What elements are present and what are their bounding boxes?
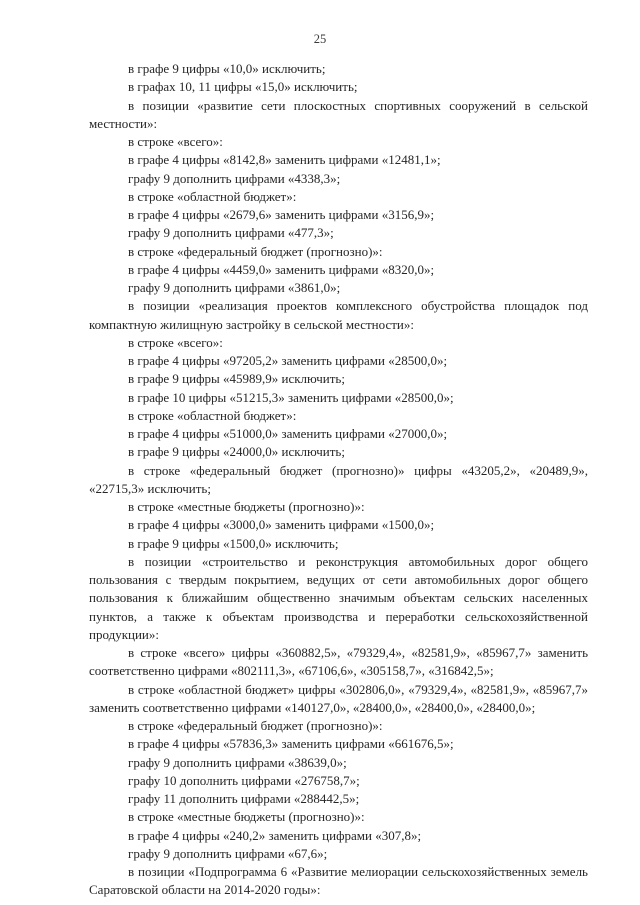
paragraph: в графе 4 цифры «2679,6» заменить цифрами «3156,9»; (128, 207, 435, 222)
paragraph: в графе 4 цифры «3000,0» заменить цифрами «1500,0»; (128, 517, 435, 533)
paragraph: в строке «всего»: (128, 134, 223, 149)
paragraph: в графе 4 цифры «57836,3» заменить цифрами «661676,5»; (128, 736, 454, 752)
paragraph: графу 9 дополнить цифрами «3861,0»; (128, 280, 341, 295)
paragraph: в позиции «Подпрограмма 6 «Развитие мелиорации сельскохозяйственных земель Саратовской области на 2014-2020 годы»: (89, 864, 588, 898)
paragraph: в графе 4 цифры «8142,8» заменить цифрами «12481,1»; (128, 152, 441, 168)
paragraph: графу 9 дополнить цифрами «4338,3»; (128, 170, 341, 186)
paragraph: графу 9 дополнить цифрами «477,3»; (128, 225, 334, 241)
paragraph: в строке «областной бюджет»: (128, 407, 297, 423)
paragraph: графу 9 дополнить цифрами «67,6»; (128, 845, 328, 861)
paragraph: в строке «федеральный бюджет (прогнозно)»: (128, 243, 383, 259)
paragraph: в графе 9 цифры «1500,0» исключить; (128, 535, 339, 551)
paragraph: в графе 4 цифры «51000,0» заменить цифрами «27000,0»; (128, 426, 448, 441)
paragraph: в строке «всего»: (128, 334, 223, 350)
paragraph: в строке «местные бюджеты (прогнозно)»: (128, 499, 365, 514)
paragraph: в строке «областной бюджет» цифры «302806,0», «79329,4», «82581,9», «85967,7» заменить соответственно цифрами «140127,0», «28400,0», «28400,0», «28400,0»; (89, 681, 588, 715)
paragraph: в графе 4 цифры «4459,0» заменить цифрами «8320,0»; (128, 261, 435, 277)
paragraph: в строке «областной бюджет»: (128, 188, 297, 204)
paragraph: в строке «всего» цифры «360882,5», «79329,4», «82581,9», «85967,7» заменить соответственно цифрами «802111,3», «67106,6», «305158,7», «316842,5»; (89, 645, 588, 679)
paragraph: графу 10 дополнить цифрами «276758,7»; (128, 772, 360, 788)
paragraph: в графе 9 цифры «24000,0» исключить; (128, 444, 345, 460)
document-body (89, 60, 588, 900)
paragraph: в строке «местные бюджеты (прогнозно)»: (128, 809, 365, 825)
paragraph: в графе 9 цифры «45989,9» исключить; (128, 371, 345, 387)
paragraph: в строке «федеральный бюджет (прогнозно)» цифры «43205,2», «20489,9», «22715,3» исключить; (89, 462, 588, 496)
paragraph: в графах 10, 11 цифры «15,0» исключить; (128, 79, 358, 95)
paragraph: в позиции «строительство и реконструкция автомобильных дорог общего пользования с твердым покрытием, ведущих от сети автомобильных дорог общего пользования к ближайшим общественно значимым объектам сельских населенных пунктов, а также к объектам производства и переработки сельскохозяйственной продукции»: (89, 553, 588, 642)
paragraph: в позиции «реализация проектов комплексного обустройства площадок под компактную жилищную застройку в сельской местности»: (89, 298, 588, 332)
paragraph: в графе 10 цифры «51215,3» заменить цифрами «28500,0»; (128, 389, 454, 405)
paragraph: в графе 4 цифры «240,2» заменить цифрами «307,8»; (128, 827, 422, 843)
paragraph: в позиции «развитие сети плоскостных спортивных сооружений в сельской местности»: (89, 97, 588, 131)
paragraph: графу 11 дополнить цифрами «288442,5»; (128, 791, 360, 806)
page-number: 25 (313, 32, 327, 46)
paragraph: в строке «федеральный бюджет (прогнозно)»: (128, 718, 383, 733)
paragraph: графу 9 дополнить цифрами «38639,0»; (128, 754, 347, 770)
paragraph: в графе 9 цифры «10,0» исключить; (128, 61, 326, 76)
paragraph: в графе 4 цифры «97205,2» заменить цифрами «28500,0»; (128, 353, 448, 368)
